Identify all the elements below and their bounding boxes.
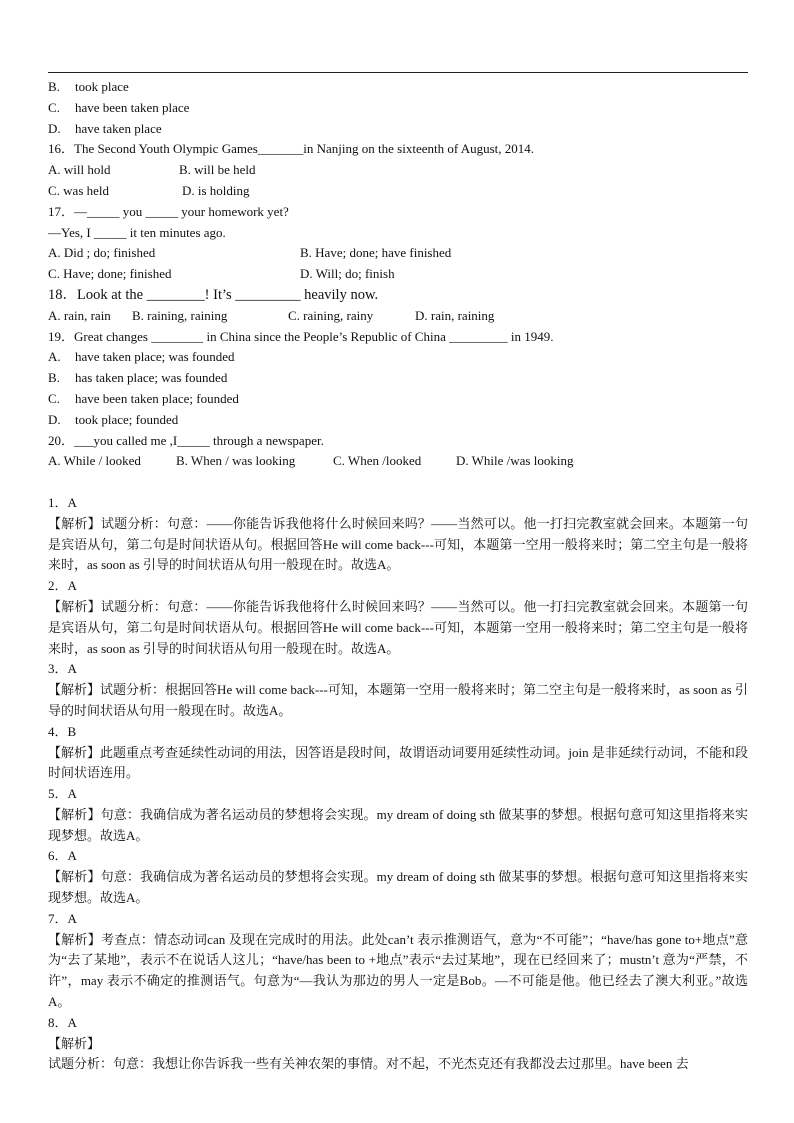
answer-8: 8．A xyxy=(48,1014,77,1030)
option-18-d: D. rain, raining xyxy=(415,307,495,323)
question-17-stem: 17．—_____ you _____ your homework yet? xyxy=(48,203,289,219)
question-16-options-row2 xyxy=(48,181,748,202)
question-17-options-row1 xyxy=(48,243,748,264)
option-18-c: C. raining, rainy xyxy=(288,307,374,323)
option-20-d: D. While /was looking xyxy=(456,453,574,469)
option-16-b: B. will be held xyxy=(179,162,256,178)
option-18-b: B. raining, raining xyxy=(132,307,228,323)
question-16-stem: 16．The Second Youth Olympic Games_______in Nanjing on the sixteenth of August, 2014. xyxy=(48,141,535,157)
answer-6: 6．A xyxy=(48,848,77,864)
question-20-options xyxy=(48,451,748,472)
option-16-d: D. is holding xyxy=(182,182,250,198)
option-17-b: B. Have; done; have finished xyxy=(300,245,452,261)
explanation-6: 【解析】句意：我确信成为著名运动员的梦想将会实现。my dream of doing sth 做某事的梦想。根据句意可知这里指将来实现梦想。故选A。 xyxy=(48,869,748,906)
header-rule xyxy=(48,72,748,73)
question-18-stem: 18．Look at the ________! It’s _________ heavily now. xyxy=(48,286,379,303)
option-16-a: A. will hold xyxy=(48,162,111,178)
document-page xyxy=(48,77,748,1075)
explanation-3: 【解析】试题分析：根据回答He will come back---可知，本题第一空用一般将来时；第二空主句是一般将来时，as soon as 引导的时间状语从句用一般现在时。故选A。 xyxy=(48,682,748,718)
question-17-stem-2: —Yes, I _____ it ten minutes ago. xyxy=(48,224,226,240)
explanation-1: 【解析】试题分析：句意：——你能告诉我他将什么时候回来吗？——当然可以。他一打扫完教室就会回来。本题第一句是宾语从句，第二句是时间状语从句。根据回答He will come back---可知，本题第一空用一般将来时；第二空主句是一般将来时，as soon as 引导的时间状语从句用一般现在时。故选A。 xyxy=(48,515,748,573)
option-20-a: A. While / looked xyxy=(48,453,141,469)
question-18-options xyxy=(48,306,748,327)
explanation-4: 【解析】此题重点考查延续性动词的用法，因答语是段时间，故谓语动词要用延续性动词。join 是非延续行动词，不能和段时间状语连用。 xyxy=(48,744,748,781)
option-17-a: A. Did ; do; finished xyxy=(48,245,156,261)
option-19-a: A. have taken place; was founded xyxy=(48,349,235,365)
option-17-c: C. Have; done; finished xyxy=(48,266,172,282)
explanation-8: 试题分析：句意：我想让你告诉我一些有关神农架的事情。对不起，不光杰克还有我都没去过那里。have been 去 xyxy=(48,1056,689,1072)
explanation-7: 【解析】考查点：情态动词can 及现在完成时的用法。此处can’t 表示推测语气，意为“不可能”；“have/has gone to+地点”意为“去了某地”，表示不在说话人这儿；“have/has been to +地点”表示“去过某地”，现在已经回来了；mustn’t 意为“严禁，不许”，may 表示不确定的推测语气。句意为“—我认为那边的男人一定是Bob。—不可能是他。他已经去了澳大利亚。”故选A。 xyxy=(48,931,748,1010)
option-19-c: C. have been taken place; founded xyxy=(48,390,239,406)
option-15-c: C. have been taken place xyxy=(48,99,190,115)
option-18-a: A. rain, rain xyxy=(48,307,111,323)
answer-4: 4．B xyxy=(48,723,77,739)
question-19-stem: 19．Great changes ________ in China since the People’s Republic of China _________ in 1949. xyxy=(48,328,554,344)
section-gap xyxy=(48,472,748,493)
answer-7: 7．A xyxy=(48,910,77,926)
option-19-d: D. took place; founded xyxy=(48,411,179,427)
option-15-b: B. took place xyxy=(48,79,129,94)
option-20-b: B. When / was looking xyxy=(176,453,296,469)
explanation-8-label: 【解析】 xyxy=(48,1035,101,1051)
answer-5: 5．A xyxy=(48,786,77,802)
answer-3: 3．A xyxy=(48,661,77,677)
answer-1: 1．A xyxy=(48,494,77,510)
question-17-options-row2 xyxy=(48,264,748,285)
explanation-5: 【解析】句意：我确信成为著名运动员的梦想将会实现。my dream of doing sth 做某事的梦想。根据句意可知这里指将来实现梦想。故选A。 xyxy=(48,806,748,843)
option-17-d: D. Will; do; finish xyxy=(300,266,395,282)
explanation-2: 【解析】试题分析：句意：——你能告诉我他将什么时候回来吗？——当然可以。他一打扫完教室就会回来。本题第一句是宾语从句，第二句是时间状语从句。根据回答He will come back---可知，本题第一空用一般将来时；第二空主句是一般将来时，as soon as 引导的时间状语从句用一般现在时。故选A。 xyxy=(48,598,748,656)
question-20-stem: 20．___you called me ,I_____ through a newspaper. xyxy=(48,432,324,448)
option-15-d: D. have taken place xyxy=(48,120,162,136)
option-19-b: B. has taken place; was founded xyxy=(48,370,228,386)
option-20-c: C. When /looked xyxy=(333,453,422,469)
question-16-options-row1 xyxy=(48,160,748,181)
option-16-c: C. was held xyxy=(48,182,110,198)
answer-2: 2．A xyxy=(48,578,77,594)
